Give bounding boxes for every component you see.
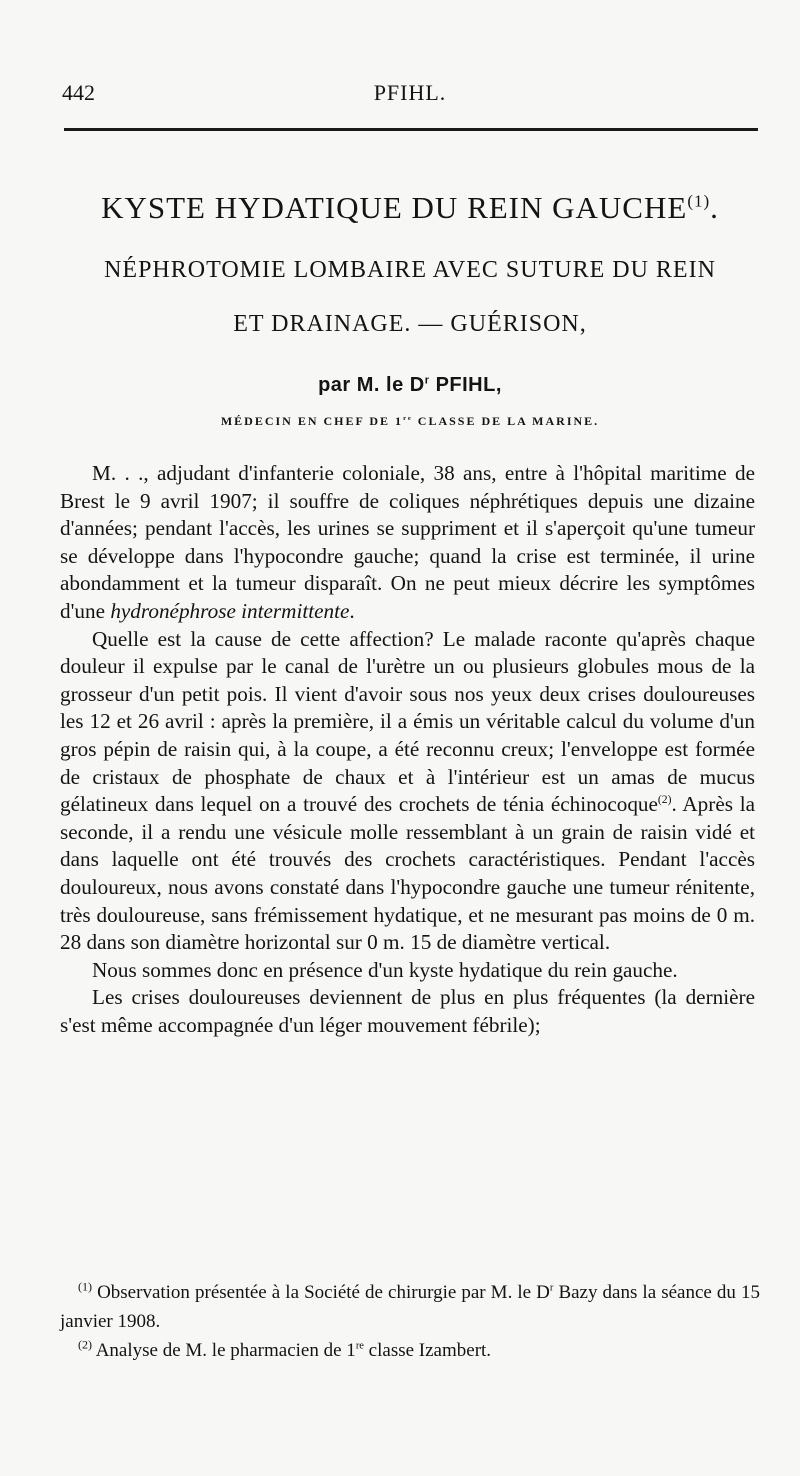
affiliation-after: CLASSE DE LA MARINE.	[412, 414, 600, 428]
byline-name: PFIHL,	[429, 374, 502, 396]
footnote-1-mark: (1)	[78, 1279, 92, 1294]
footnote-2-end: classe Izambert.	[363, 1340, 492, 1361]
footnote-2-mark: (2)	[78, 1337, 92, 1352]
paragraph-4: Les crises douloureuses deviennent de plus en plus fréquentes (la dernière s'est même accompagnée d'un léger mouvement fébrile);	[60, 985, 755, 1037]
running-head	[62, 80, 758, 108]
running-title: PFIHL.	[373, 80, 447, 105]
footnote-1-end: Bazy dans la séance du 15 janvier 1908.	[60, 1282, 760, 1332]
paragraph-1-end: .	[349, 598, 355, 623]
author-affiliation	[60, 414, 760, 429]
footnote-1-sup: r	[549, 1282, 554, 1294]
footnote-2	[60, 1336, 760, 1365]
footnote-2-sup: re	[355, 1340, 364, 1352]
author-byline	[60, 374, 760, 397]
header-rule	[64, 128, 758, 131]
subtitle-line-1: NÉPHROTOMIE LOMBAIRE AVEC SUTURE DU REIN	[104, 257, 716, 283]
title-line-1: KYSTE HYDATIQUE DU REIN GAUCHE	[101, 190, 688, 225]
body-text	[60, 460, 755, 1039]
footnote-2-text: Analyse de M. le pharmacien de 1	[92, 1340, 356, 1361]
paragraph-3: Nous sommes donc en présence d'un kyste hydatique du rein gauche.	[92, 957, 678, 982]
page-number: 442	[62, 80, 95, 105]
footnote-1	[60, 1278, 760, 1336]
byline-prefix: par M. le D	[318, 374, 425, 396]
paragraph-1-text: M. . ., adjudant d'infanterie coloniale, 38 ans, entre à l'hôpital maritime de Brest le 9 avril 1907; il souffre de coliques néphrétiques depuis une dizaine d'années; pendant l'accès, les urines se suppriment et il s'aperçoit qu'une tumeur se développe dans l'hypocondre gauche; quand la crise est terminée, il urine abondamment et la tumeur disparaît. On ne peut mieux décrire les symptômes d'une	[60, 461, 755, 623]
paragraph-1-italic: hydronéphrose intermittente	[110, 598, 350, 623]
footnotes	[60, 1278, 760, 1365]
article-title	[60, 190, 760, 226]
subtitle-line-2: ET DRAINAGE. — GUÉRISON,	[233, 311, 587, 337]
paragraph-2	[60, 626, 755, 957]
title-footnote-mark: (1)	[687, 191, 711, 211]
paragraph-2-text: Quelle est la cause de cette affection? Le malade raconte qu'après chaque douleur il expulse par le canal de l'urètre un ou plusieurs globules mous de la grosseur d'un petit pois. Il vient d'avoir sous nos yeux deux crises douloureuses les 12 et 26 avril : après la première, il a émis un véritable calcul du volume d'un gros pépin de raisin qui, à la coupe, a été reconnu creux; l'enveloppe est formée de cristaux de phosphate de chaux et à l'intérieur est un amas de mucus gélatineux dans lequel on a trouvé des crochets de ténia échinocoque	[60, 626, 755, 817]
footnote-1-text: Observation présentée à la Société de chirurgie par M. le D	[92, 1282, 550, 1303]
paragraph-1	[60, 460, 755, 626]
byline-sup: r	[424, 374, 430, 387]
affiliation-sup: re	[403, 415, 413, 422]
paragraph-2-end: . Après la seconde, il a rendu une vésicule molle ressemblant à un grain de raisin vidé et dans laquelle ont été trouvés des crochets caractéristiques. Pendant l'accès douloureux, nous avons constaté dans l'hypocondre gauche une tumeur rénitente, très douloureuse, sans frémissement hydatique, et ne mesurant pas moins de 0 m. 28 dans son diamètre horizontal sur 0 m. 15 de diamètre vertical.	[60, 792, 755, 955]
paragraph-2-footnote-mark: (2)	[657, 793, 672, 807]
affiliation-before: MÉDECIN EN CHEF DE 1	[220, 414, 404, 428]
title-line-1-end: .	[710, 190, 719, 225]
